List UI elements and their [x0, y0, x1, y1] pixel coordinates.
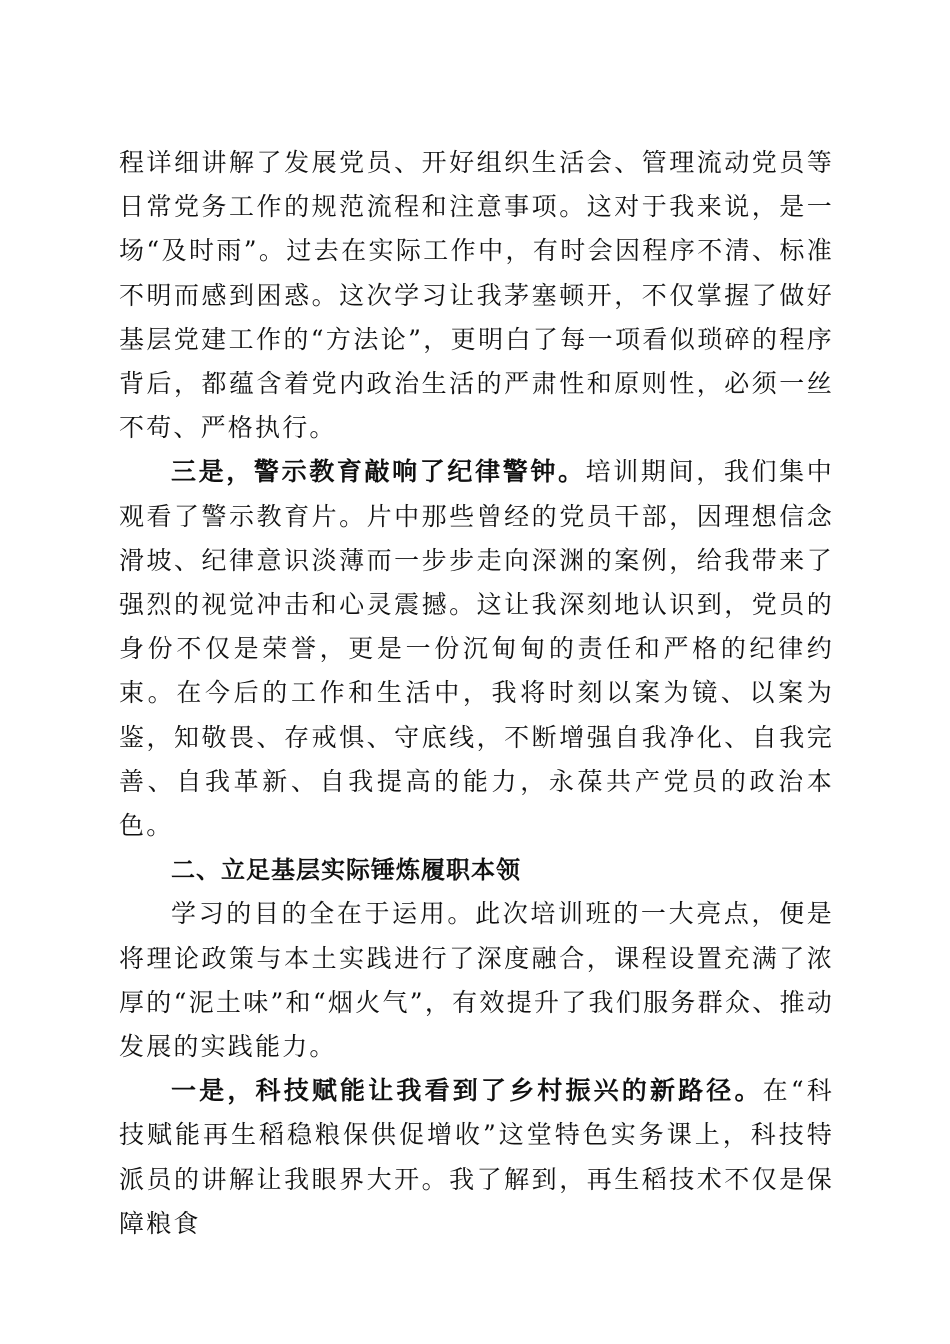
document-body [119, 141, 834, 1246]
paragraph-warning-education [119, 450, 834, 848]
paragraph-lead: 一是，科技赋能让我看到了乡村振兴的新路径。 [171, 1076, 763, 1106]
paragraph-text: 培训期间，我们集中观看了警示教育片。片中那些曾经的党员干部，因理想信念滑坡、纪律意识淡薄而一步步走向深渊的案例，给我带来了强烈的视觉冲击和心灵震撼。这让我深刻地认识到，党员的身份不仅是荣誉，更是一份沉甸甸的责任和严格的纪律约束。在今后的工作和生活中，我将时刻以案为镜、以案为鉴，知敬畏、存戒惧、守底线，不断增强自我净化、自我完善、自我革新、自我提高的能力，永葆共产党员的政治本色。 [119, 457, 834, 841]
paragraph-tech-empowerment [119, 1069, 834, 1246]
section-heading: 二、立足基层实际锤炼履职本领 [171, 856, 521, 885]
paragraph-text: 程详细讲解了发展党员、开好组织生活会、管理流动党员等日常党务工作的规范流程和注意事项。这对于我来说，是一场“及时雨”。过去在实际工作中，有时会因程序不清、标准不明而感到困惑。这次学习让我茅塞顿开，不仅掌握了做好基层党建工作的“方法论”，更明白了每一项看似琐碎的程序背后，都蕴含着党内政治生活的严肃性和原则性，必须一丝不苟、严格执行。 [119, 148, 834, 443]
paragraph-text: 在“科技赋能再生稻稳粮保供促增收”这堂特色实务课上，科技特派员的讲解让我眼界大开。我了解到，再生稻技术不仅是保障粮食 [119, 1076, 835, 1238]
paragraph-continued [119, 141, 834, 450]
paragraph-learning-purpose [119, 892, 834, 1069]
paragraph-text: 学习的目的全在于运用。此次培训班的一大亮点，便是将理论政策与本土实践进行了深度融合，课程设置充满了浓厚的“泥土味”和“烟火气”，有效提升了我们服务群众、推动发展的实践能力。 [119, 899, 834, 1062]
paragraph-lead: 三是，警示教育敲响了纪律警钟。 [171, 457, 586, 487]
